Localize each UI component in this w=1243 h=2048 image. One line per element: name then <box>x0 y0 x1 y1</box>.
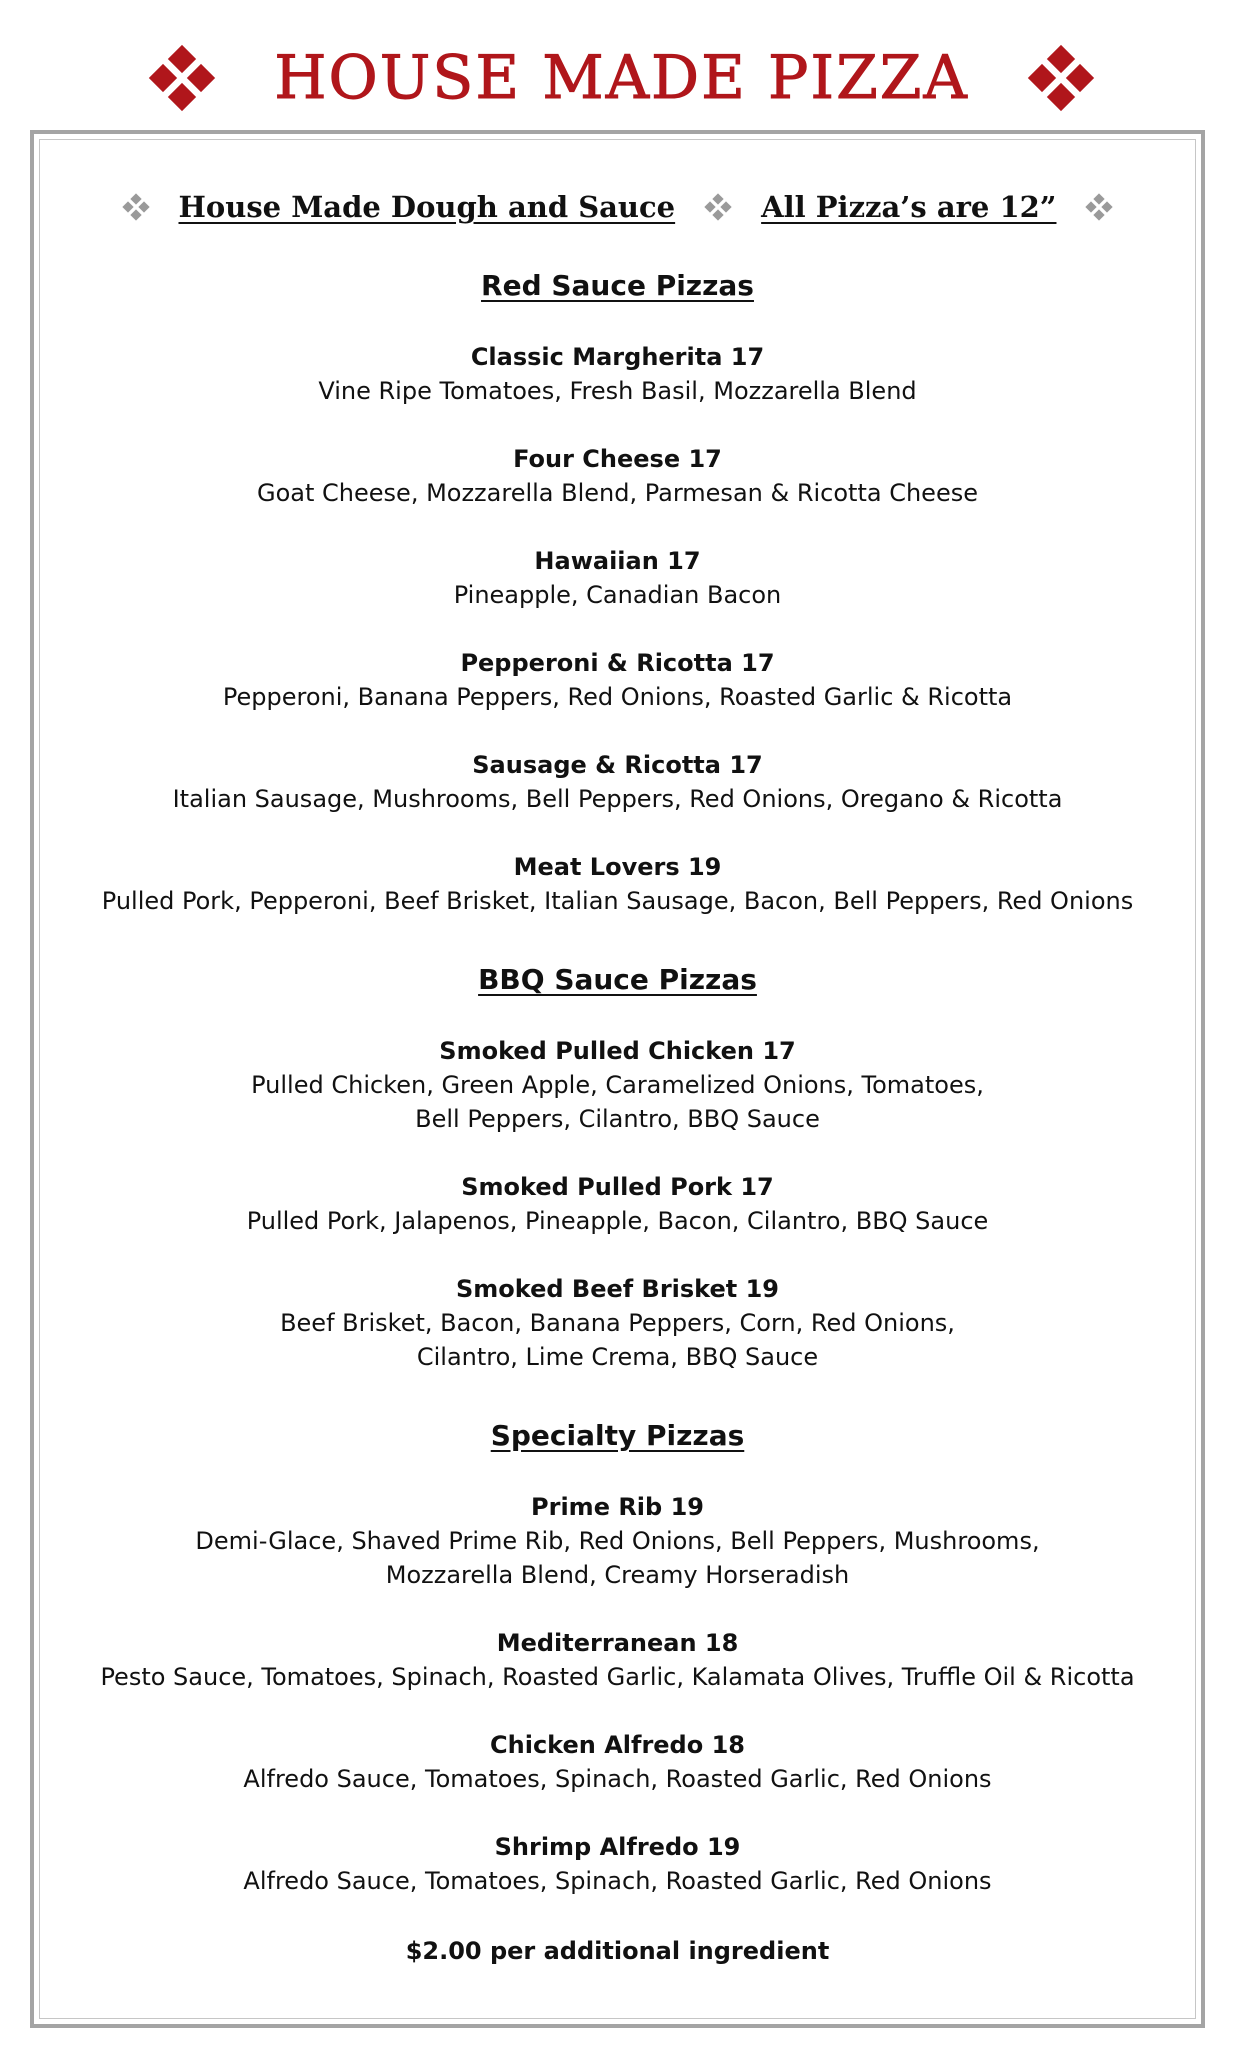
menu-item-description: Pulled Chicken, Green Apple, Caramelized Onions, Tomatoes, <box>251 1071 984 1099</box>
section-heading: Specialty Pizzas <box>490 1419 745 1452</box>
menu-item-description: Vine Ripe Tomatoes, Fresh Basil, Mozzarella Blend <box>318 377 917 405</box>
menu-item-name-price: Smoked Pulled Chicken 17 <box>439 1037 796 1065</box>
menu-item-description: Cilantro, Lime Crema, BBQ Sauce <box>416 1343 819 1371</box>
menu-item <box>30 748 1205 816</box>
menu-item-name-price: Shrimp Alfredo 19 <box>494 1833 741 1861</box>
menu-item <box>30 1034 1205 1136</box>
menu-item-list <box>30 340 1205 918</box>
menu-item-description: Goat Cheese, Mozzarella Blend, Parmesan & Ricotta Cheese <box>257 479 978 507</box>
gray-diamond-icon <box>123 194 149 220</box>
gray-diamond-icon <box>1086 194 1112 220</box>
menu-item-description: Alfredo Sauce, Tomatoes, Spinach, Roasted Garlic, Red Onions <box>243 1867 992 1895</box>
menu-item-description: Pepperoni, Banana Peppers, Red Onions, Roasted Garlic & Ricotta <box>222 683 1013 711</box>
menu-sections <box>30 268 1205 1898</box>
menu-item-name-price: Classic Margherita 17 <box>470 343 765 371</box>
taglines-row <box>30 190 1205 224</box>
menu-item <box>30 544 1205 612</box>
menu-item <box>30 1728 1205 1796</box>
menu-item-description: Pulled Pork, Jalapenos, Pineapple, Bacon, Cilantro, BBQ Sauce <box>246 1207 989 1235</box>
menu-item-description: Demi-Glace, Shaved Prime Rib, Red Onions, Bell Peppers, Mushrooms, <box>195 1527 1040 1555</box>
red-diamond-ornament-icon <box>150 46 214 110</box>
page-title: HOUSE MADE PIZZA <box>274 43 969 113</box>
menu-item-list <box>30 1490 1205 1898</box>
menu-item-description: Alfredo Sauce, Tomatoes, Spinach, Roasted Garlic, Red Onions <box>243 1765 992 1793</box>
menu-header <box>0 28 1243 128</box>
menu-item-name-price: Smoked Beef Brisket 19 <box>455 1275 779 1303</box>
menu-item <box>30 340 1205 408</box>
menu-item-description: Pulled Pork, Pepperoni, Beef Brisket, Italian Sausage, Bacon, Bell Peppers, Red Onions <box>101 887 1134 915</box>
section-heading: Red Sauce Pizzas <box>481 269 754 302</box>
menu-item-name-price: Pepperoni & Ricotta 17 <box>460 649 775 677</box>
menu-item-name-price: Sausage & Ricotta 17 <box>472 751 763 779</box>
menu-item-name-price: Prime Rib 19 <box>531 1493 704 1521</box>
menu-item-description: Mozzarella Blend, Creamy Horseradish <box>385 1561 850 1589</box>
menu-content <box>30 130 1205 1968</box>
menu-item-description: Pineapple, Canadian Bacon <box>453 581 782 609</box>
menu-item-description: Italian Sausage, Mushrooms, Bell Peppers, Red Onions, Oregano & Ricotta <box>172 785 1063 813</box>
gray-diamond-icon <box>705 194 731 220</box>
menu-item <box>30 1170 1205 1238</box>
menu-item-name-price: Meat Lovers 19 <box>513 853 722 881</box>
menu-item <box>30 1272 1205 1374</box>
menu-item <box>30 646 1205 714</box>
menu-item-description: Pesto Sauce, Tomatoes, Spinach, Roasted Garlic, Kalamata Olives, Truffle Oil & Ricotta <box>100 1663 1135 1691</box>
menu-item-description: Beef Brisket, Bacon, Banana Peppers, Corn, Red Onions, <box>280 1309 955 1337</box>
menu-item-list <box>30 1034 1205 1374</box>
menu-item-name-price: Mediterranean 18 <box>496 1629 739 1657</box>
menu-item <box>30 1490 1205 1592</box>
tagline-pizza-size: All Pizza’s are 12” <box>761 190 1057 224</box>
menu-item <box>30 1626 1205 1694</box>
menu-item-description: Bell Peppers, Cilantro, BBQ Sauce <box>415 1105 820 1133</box>
menu-item <box>30 850 1205 918</box>
tagline-dough-sauce: House Made Dough and Sauce <box>178 190 676 224</box>
additional-ingredient-note: $2.00 per additional ingredient <box>405 1937 830 1965</box>
menu-item-name-price: Hawaiian 17 <box>534 547 701 575</box>
section-heading: BBQ Sauce Pizzas <box>478 963 757 996</box>
menu-item-name-price: Chicken Alfredo 18 <box>490 1731 745 1759</box>
menu-item-name-price: Smoked Pulled Pork 17 <box>461 1173 774 1201</box>
menu-item <box>30 1830 1205 1898</box>
menu-item <box>30 442 1205 510</box>
red-diamond-ornament-icon <box>1029 46 1093 110</box>
menu-item-name-price: Four Cheese 17 <box>513 445 722 473</box>
